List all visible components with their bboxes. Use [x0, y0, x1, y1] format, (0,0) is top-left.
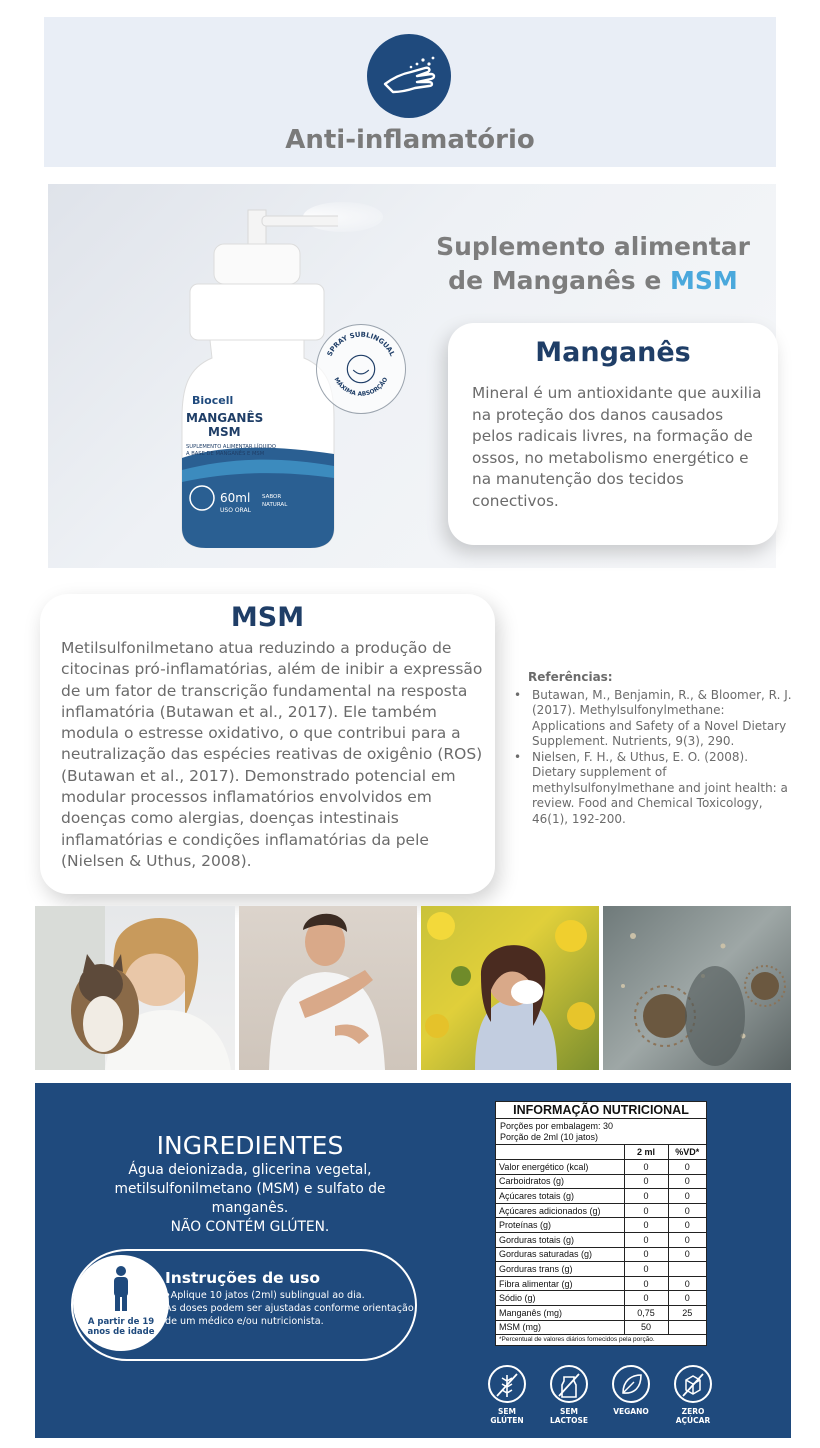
msm-card: [40, 594, 495, 894]
msm-text: Metilsulfonilmetano atua reduzindo a produção de citocinas pró-inflamatórias, além de inibir a expressão de um fator de transcrição fundamental na resposta inflamatória (Butawan et al., 2017). Ele também modula o estresse oxidativo, o que contribui para a neutralização das espécies reativas de oxigênio (ROS) (Butawan et al., 2017). Demonstrado potencial em modular processos inflamatórios envolvidos em doenças como alergias, doenças intestinais inflamatórias e condições inflamatórias da pele (Nielsen & Uthus, 2008).: [61, 639, 483, 870]
ingredients-section: [35, 1083, 791, 1438]
bottle-subtitle-line2: A BASE DE MANGANÊS E MSM: [186, 451, 265, 457]
nutrition-row: [496, 1233, 706, 1248]
nutrition-cell-vd: 0: [668, 1160, 706, 1175]
manganes-title: Manganês: [535, 337, 691, 368]
hand-inflammation-icon: [367, 34, 451, 118]
sugar-cube-crossed-icon: [674, 1365, 712, 1403]
nutrition-cell-amount: 0: [624, 1203, 668, 1218]
reference-item: • Nielsen, F. H., & Uthus, E. O. (2008). Dietary supplement of methylsulfonylmethane and joint health: a review. Food and Chemical Toxicology, 46(1), 192-200.: [514, 750, 794, 828]
nutrition-cell-name: Açúcares totais (g): [496, 1189, 624, 1204]
nutrition-cell-amount: 0: [624, 1291, 668, 1306]
nutrition-row: [496, 1320, 706, 1335]
nutrition-col-vd: %VD*: [668, 1145, 706, 1160]
nutrition-cell-amount: 0: [624, 1233, 668, 1248]
nutrition-cell-vd: 0: [668, 1203, 706, 1218]
svg-text:MÁXIMA ABSORÇÃO: [333, 377, 390, 398]
product-heading-line1: Suplemento alimentar: [436, 232, 750, 261]
nutrition-cell-name: Proteínas (g): [496, 1218, 624, 1233]
bottle-name-line1: MANGANÊS: [186, 411, 264, 425]
nutrition-row: [496, 1174, 706, 1189]
nutrition-cell-name: Açúcares adicionados (g): [496, 1203, 624, 1218]
mouth-spray-icon: [347, 355, 374, 382]
nutrition-cell-vd: [668, 1320, 706, 1335]
msm-title: MSM: [230, 602, 305, 633]
seal-label: ZERO AÇÚCAR: [675, 1407, 711, 1425]
nutrition-row: [496, 1306, 706, 1321]
product-heading-line2: de Manganês e MSM: [448, 266, 738, 295]
photo-woman-sneezing-flowers: [421, 906, 599, 1070]
badge-bottom-text: MÁXIMA ABSORÇÃO: [332, 376, 390, 398]
milk-crossed-icon: [550, 1365, 588, 1403]
references-list: [514, 688, 794, 828]
nutrition-cell-name: Gorduras totais (g): [496, 1233, 624, 1248]
nutrition-row: [496, 1247, 706, 1262]
bottle-flavor-line2: NATURAL: [262, 502, 288, 508]
instructions-title: Instruções de uso: [165, 1269, 320, 1287]
page-title: Anti-inflamatório: [285, 125, 535, 155]
nutrition-cell-vd: 0: [668, 1189, 706, 1204]
references: [514, 670, 794, 827]
nutrition-cell-amount: 0: [624, 1247, 668, 1262]
product-bottle: [178, 208, 338, 548]
nutrition-meta: [496, 1119, 706, 1145]
product-heading: [408, 230, 776, 298]
nutrition-row: [496, 1276, 706, 1291]
instructions-line3: de um médico e/ou nutricionista.: [165, 1316, 324, 1327]
bottle-brand: Biocell: [192, 394, 234, 407]
nutrition-cell-name: Gorduras trans (g): [496, 1262, 624, 1277]
photo-man-scratching-arm: [239, 906, 417, 1070]
nutrition-cell-amount: 50: [624, 1320, 668, 1335]
nutrition-cell-name: Sódio (g): [496, 1291, 624, 1306]
seal-2: [605, 1365, 657, 1416]
nutrition-cell-vd: 0: [668, 1291, 706, 1306]
product-heading-accent: MSM: [670, 266, 738, 295]
seal-label: SEM LACTOSE: [549, 1407, 589, 1425]
bottle-name-line2: MSM: [208, 425, 241, 439]
nutrition-cell-vd: [668, 1262, 706, 1277]
nutrition-cell-vd: 0: [668, 1218, 706, 1233]
seals: [481, 1365, 721, 1435]
nutrition-header-row: [496, 1145, 706, 1160]
nutrition-table: [495, 1101, 707, 1346]
svg-text:SPRAY SUBLINGUAL: [326, 331, 397, 359]
nutrition-cell-vd: 0: [668, 1276, 706, 1291]
nutrition-row: [496, 1218, 706, 1233]
instructions-line1: •Aplique 10 jatos (2ml) sublingual ao dia.: [165, 1290, 365, 1301]
nutrition-cell-vd: 0: [668, 1233, 706, 1248]
header-banner: [44, 17, 776, 167]
ingredients-title: INGREDIENTES: [156, 1131, 344, 1160]
nutrition-cell-amount: 0: [624, 1160, 668, 1175]
nutrition-col-amount: 2 ml: [624, 1145, 668, 1160]
instructions-text: [165, 1289, 415, 1328]
nutrition-rows: [496, 1145, 706, 1335]
nutrition-cell-vd: 0: [668, 1247, 706, 1262]
nutrition-cell-name: Manganês (mg): [496, 1306, 624, 1321]
references-title: Referências:: [528, 670, 613, 684]
ingredients-line3: NÃO CONTÉM GLÚTEN.: [170, 1219, 330, 1235]
reference-item: • Butawan, M., Benjamin, R., & Bloomer, R. J. (2017). Methylsulfonylmethane: Applications and Safety of a Novel Dietary Supplement. Nutrients, 9(3), 290.: [514, 688, 794, 750]
nutrition-cell-amount: 0,75: [624, 1306, 668, 1321]
seal-3: [667, 1365, 719, 1425]
bottle-subtitle-line1: SUPLEMENTO ALIMENTAR LÍQUIDO: [186, 444, 276, 450]
ingredients-line2: metilsulfonilmetano (MSM) e sulfato de manganês.: [114, 1181, 386, 1216]
seal-1: [543, 1365, 595, 1425]
ingredients-line1: Água deionizada, glicerina vegetal,: [128, 1162, 372, 1178]
age-text: A partir de 19 anos de idade: [87, 1317, 155, 1337]
bottle-volume: 60ml: [220, 491, 251, 505]
bottle-usage: USO ORAL: [220, 507, 251, 514]
nutrition-row: [496, 1203, 706, 1218]
nutrition-cell-amount: 0: [624, 1276, 668, 1291]
photo-pollen-particles: [603, 906, 791, 1070]
seal-label: VEGANO: [613, 1407, 649, 1416]
nutrition-row: [496, 1262, 706, 1277]
bottle-flavor-line1: SABOR: [262, 494, 282, 500]
nutrition-cell-name: Carboidratos (g): [496, 1174, 624, 1189]
nutrition-cell-amount: 0: [624, 1189, 668, 1204]
ingredients-text: [75, 1161, 425, 1237]
nutrition-cell-name: Gorduras saturadas (g): [496, 1247, 624, 1262]
badge-top-text: SPRAY SUBLINGUAL: [325, 330, 397, 358]
wheat-crossed-icon: [488, 1365, 526, 1403]
leaf-icon: [612, 1365, 650, 1403]
photo-strip: [35, 906, 791, 1070]
person-icon: [73, 1255, 169, 1315]
age-badge: [73, 1255, 169, 1351]
nutrition-cell-name: MSM (mg): [496, 1320, 624, 1335]
nutrition-cell-name: Valor energético (kcal): [496, 1160, 624, 1175]
instructions-line2: As doses podem ser ajustadas conforme orientação: [165, 1303, 414, 1314]
nutrition-portion: Porção de 2ml (10 jatos): [500, 1131, 599, 1142]
nutrition-row: [496, 1160, 706, 1175]
seal-label: SEM GLÚTEN: [490, 1407, 524, 1425]
nutrition-title: INFORMAÇÃO NUTRICIONAL: [496, 1102, 706, 1119]
nutrition-cell-vd: 25: [668, 1306, 706, 1321]
sublingual-badge: [316, 324, 406, 414]
manganes-text: Mineral é um antioxidante que auxilia na proteção dos danos causados pelos radicais livres, na formação de ossos, no metabolismo energético e na manutenção dos tecidos conectivos.: [472, 384, 762, 510]
nutrition-cell-amount: 0: [624, 1174, 668, 1189]
photo-woman-with-cat: [35, 906, 235, 1070]
nutrition-cell-amount: 0: [624, 1218, 668, 1233]
seal-0: [481, 1365, 533, 1425]
nutrition-row: [496, 1189, 706, 1204]
nutrition-row: [496, 1291, 706, 1306]
manganes-card: [448, 323, 778, 545]
nutrition-cell-amount: 0: [624, 1262, 668, 1277]
instructions-box: [71, 1249, 417, 1361]
nutrition-cell-vd: 0: [668, 1174, 706, 1189]
nutrition-footnote: *Percentual de valores diários fornecidos pela porção.: [499, 1336, 655, 1344]
nutrition-cell-name: Fibra alimentar (g): [496, 1276, 624, 1291]
nutrition-servings: Porções por embalagem: 30: [500, 1121, 614, 1131]
